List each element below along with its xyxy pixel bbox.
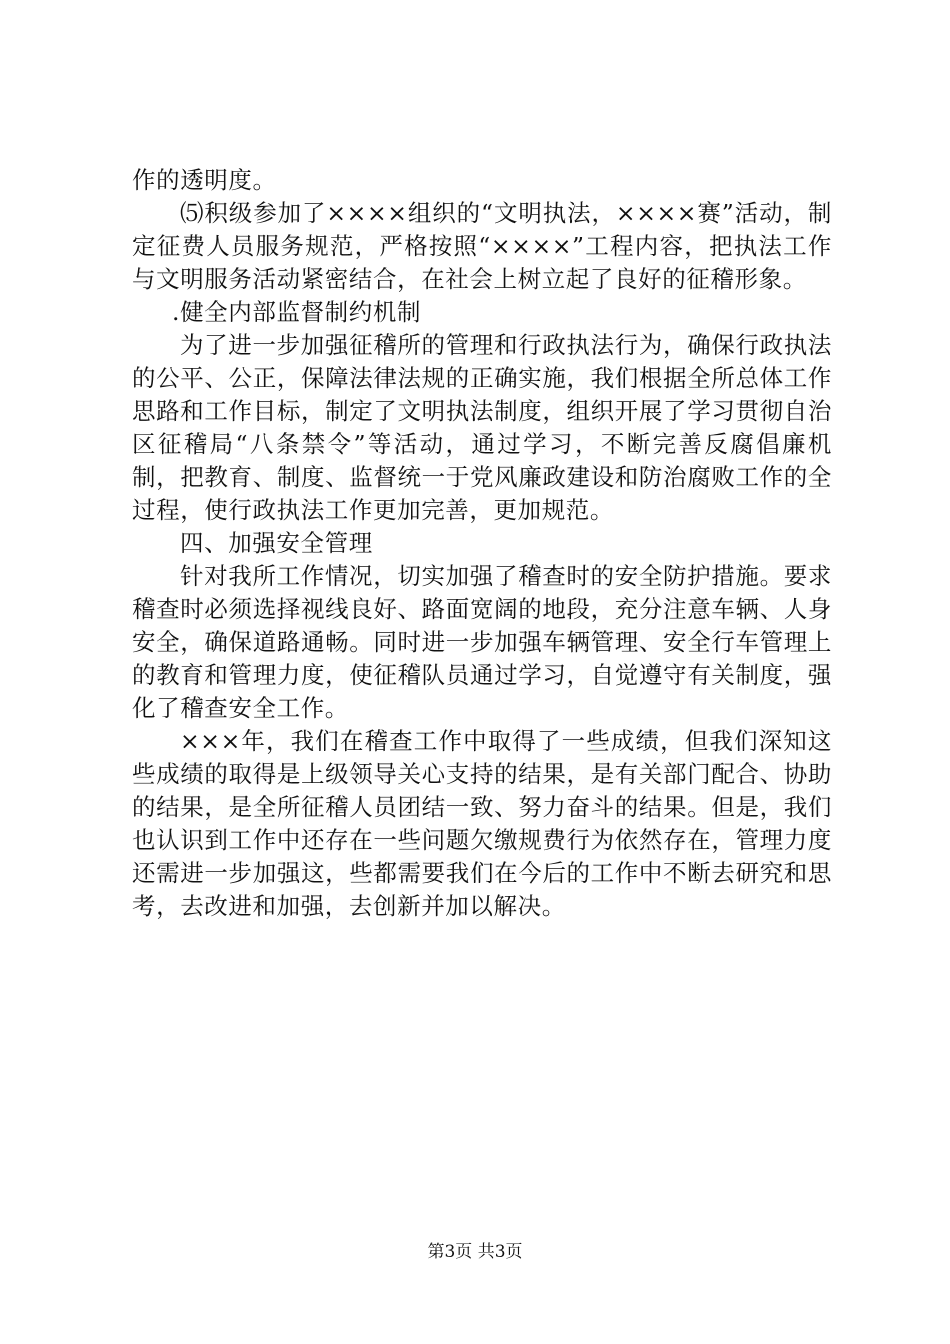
- section-heading-safety: 四、加强安全管理: [180, 529, 373, 557]
- paragraph-item-5: ⑸积级参加了××××组织的“文明执法，××××赛”活动，制定征费人员服务规范，严格按照“××××”工程内容，把执法工作与文明服务活动紧密结合，在社会上树立起了良好的征稽形象。: [132, 199, 832, 293]
- paragraph-supervision: 为了进一步加强征稽所的管理和行政执法行为，确保行政执法的公平、公正，保障法律法规的正确实施，我们根据全所总体工作思路和工作目标，制定了文明执法制度，组织开展了学习贯彻自治区征稽局“八条禁令”等活动，通过学习，不断完善反腐倡廉机制，把教育、制度、监督统一于党风廉政建设和防治腐败工作的全过程，使行政执法工作更加完善，更加规范。: [132, 331, 832, 524]
- paragraph-summary: ×××年，我们在稽查工作中取得了一些成绩，但我们深知这些成绩的取得是上级领导关心支持的结果，是有关部门配合、协助的结果，是全所征稽人员团结一致、努力奋斗的结果。但是，我们也认识到工作中还存在一些问题欠缴规费行为依然存在，管理力度还需进一步加强这，些都需要我们在今后的工作中不断去研究和思考，去改进和加强，去创新并加以解决。: [132, 727, 832, 920]
- section-heading-supervision: .健全内部监督制约机制: [172, 298, 422, 326]
- document-body: [132, 164, 832, 923]
- paragraph-continuation: 作的透明度。: [132, 166, 277, 194]
- paragraph-safety: 针对我所工作情况，切实加强了稽查时的安全防护措施。要求稽查时必须选择视线良好、路面宽阔的地段，充分注意车辆、人身安全，确保道路通畅。同时进一步加强车辆管理、安全行车管理上的教育和管理力度，使征稽队员通过学习，自觉遵守有关制度，强化了稽查安全工作。: [132, 562, 832, 722]
- page-footer: 第3页 共3页: [427, 1242, 523, 1262]
